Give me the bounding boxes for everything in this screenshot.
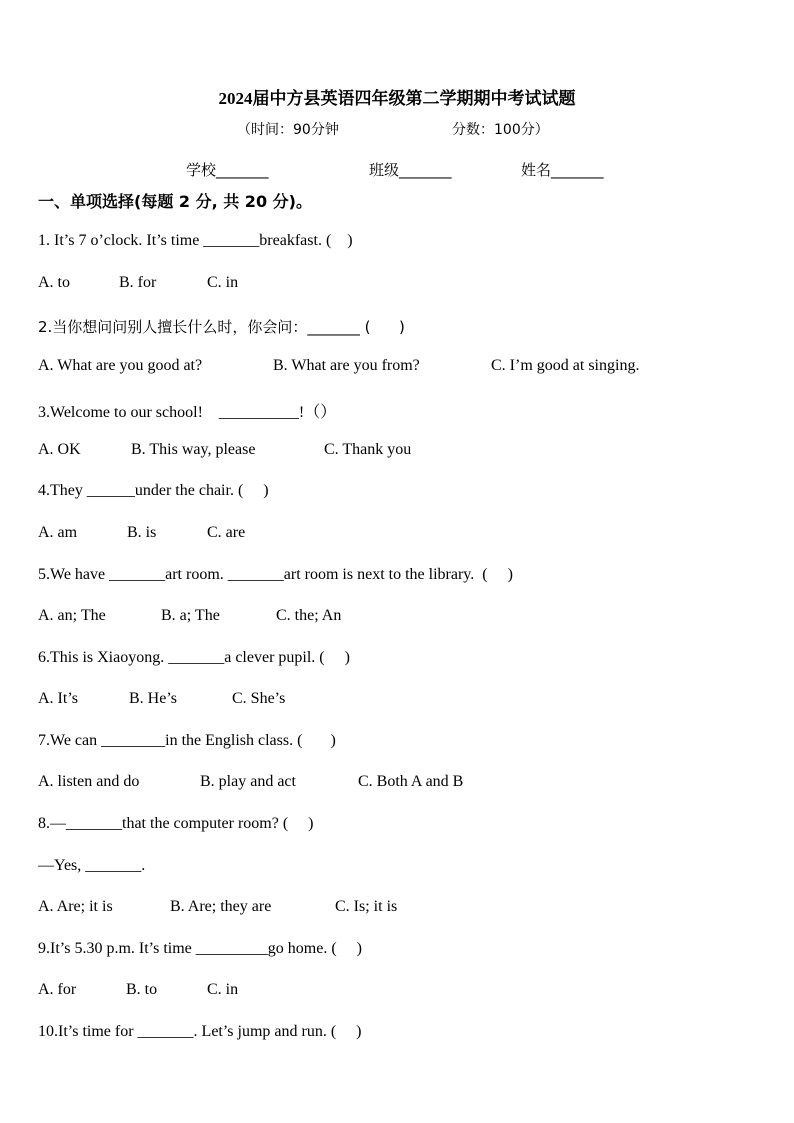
question-6-option-b: B. He’s bbox=[129, 690, 177, 707]
section-heading: 一、单项选择(每题 2 分, 共 20 分)。 bbox=[38, 192, 312, 211]
question-1-option-b: B. for bbox=[119, 274, 157, 291]
exam-title: 2024届中方县英语四年级第二学期期中考试试题 bbox=[218, 89, 576, 108]
question-6-option-a: A. It’s bbox=[38, 690, 78, 707]
question-4-option-c: C. are bbox=[207, 524, 246, 541]
question-1-option-a: A. to bbox=[38, 274, 70, 291]
question-4-option-a: A. am bbox=[38, 524, 78, 541]
question-9-stem: 9.It’s 5.30 p.m. It’s time _________go home. ( ) bbox=[38, 940, 362, 957]
question-6-stem: 6.This is Xiaoyong. _______a clever pupil. ( ) bbox=[38, 649, 350, 666]
question-7-option-c: C. Both A and B bbox=[358, 773, 464, 790]
exam-time: （时间：90分钟 bbox=[237, 122, 339, 138]
question-2-option-c: C. I’m good at singing. bbox=[491, 357, 640, 374]
question-2-option-a: A. What are you good at? bbox=[38, 357, 203, 374]
question-1-option-c: C. in bbox=[207, 274, 239, 291]
question-8-response: —Yes, _______. bbox=[38, 857, 146, 874]
question-5-option-a: A. an; The bbox=[38, 607, 106, 624]
question-9-option-c: C. in bbox=[207, 981, 239, 998]
question-9-option-b: B. to bbox=[126, 981, 158, 998]
question-10-stem: 10.It’s time for _______. Let’s jump and run. ( ) bbox=[38, 1023, 362, 1040]
question-3-stem: 3.Welcome to our school! __________!（） bbox=[38, 404, 337, 421]
question-7-option-b: B. play and act bbox=[200, 773, 296, 790]
question-5-option-b: B. a; The bbox=[161, 607, 220, 624]
question-4-option-b: B. is bbox=[127, 524, 157, 541]
school-field: 学校_______ bbox=[186, 161, 269, 179]
question-5-stem: 5.We have _______art room. _______art room is next to the library. ( ) bbox=[38, 566, 513, 583]
class-field: 班级_______ bbox=[369, 161, 452, 179]
name-field: 姓名_______ bbox=[521, 161, 604, 179]
question-8-option-a: A. Are; it is bbox=[38, 898, 113, 915]
question-3-option-c: C. Thank you bbox=[324, 441, 412, 458]
exam-score: 分数：100分） bbox=[452, 122, 549, 138]
question-5-option-c: C. the; An bbox=[276, 607, 342, 624]
question-6-option-c: C. She’s bbox=[232, 690, 286, 707]
question-8-option-b: B. Are; they are bbox=[170, 898, 272, 915]
question-9-option-a: A. for bbox=[38, 981, 77, 998]
question-7-option-a: A. listen and do bbox=[38, 773, 140, 790]
question-2-option-b: B. What are you from? bbox=[273, 357, 420, 374]
question-7-stem: 7.We can ________in the English class. ( ) bbox=[38, 732, 336, 749]
question-4-stem: 4.They ______under the chair. ( ) bbox=[38, 482, 269, 499]
question-2-stem: 2.当你想问问别人擅长什么时，你会问：_______ ( ) bbox=[38, 318, 405, 336]
question-8-stem: 8.—_______that the computer room? ( ) bbox=[38, 815, 314, 832]
question-3-option-a: A. OK bbox=[38, 441, 81, 458]
question-8-option-c: C. Is; it is bbox=[335, 898, 398, 915]
question-1-stem: 1. It’s 7 o’clock. It’s time _______breakfast. ( ) bbox=[38, 232, 353, 249]
question-3-option-b: B. This way, please bbox=[131, 441, 256, 458]
